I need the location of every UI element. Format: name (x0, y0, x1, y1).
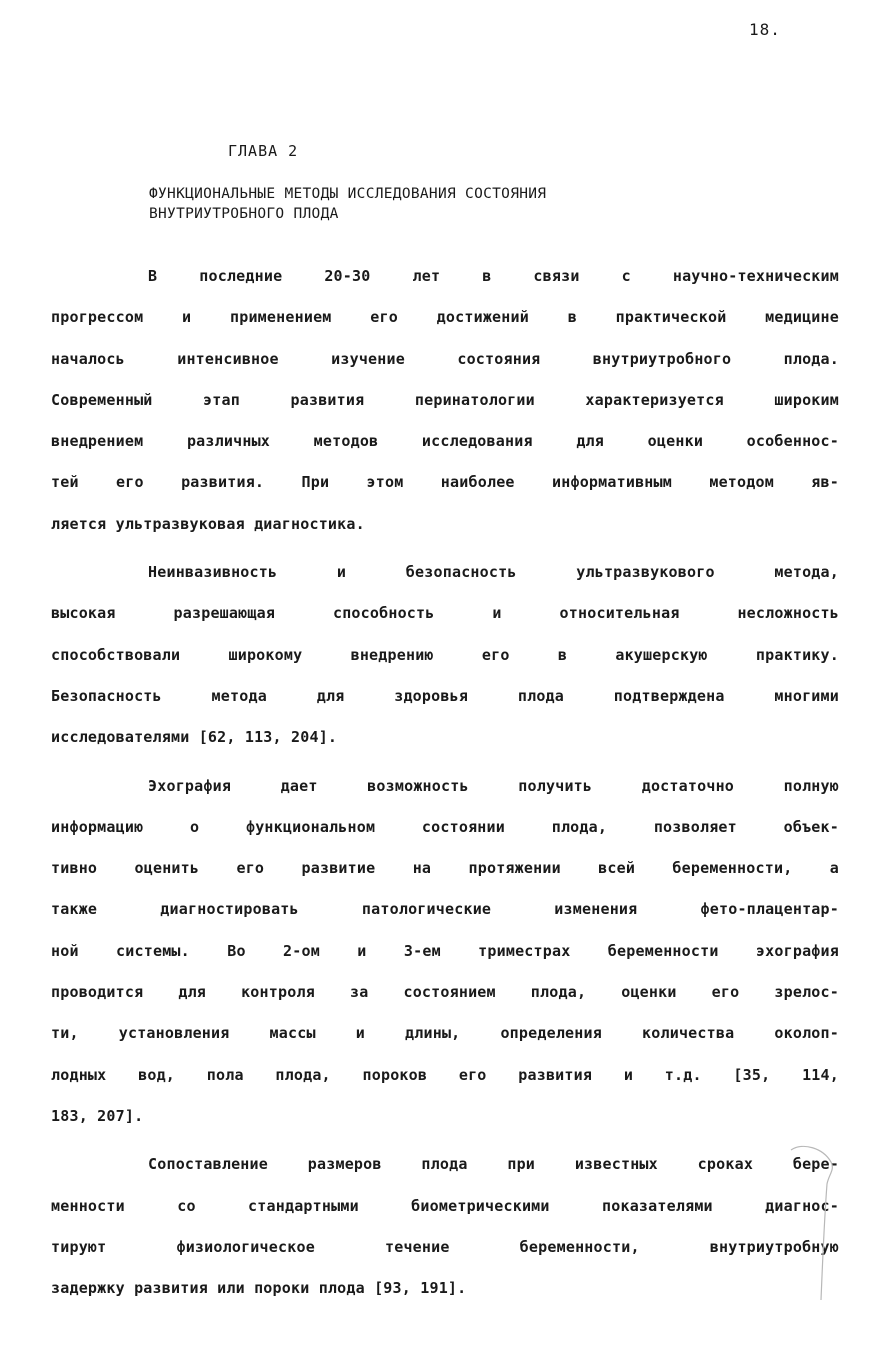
text-line: информацию о функциональном состоянии плода, позволяет объек- (51, 817, 839, 836)
text-line: тей его развития. При этом наиболее информативным методом яв- (51, 473, 839, 492)
text-line: задержку развития или пороки плода [93, 191]. (51, 1279, 467, 1298)
text-line: исследователями [62, 113, 204]. (51, 728, 338, 747)
text-line: В последние 20-30 лет в связи с научно-техническим (148, 267, 839, 285)
chapter-heading-line: ВНУТРИУТРОБНОГО ПЛОДА (149, 206, 339, 222)
text-line: ной системы. Во 2-ом и 3-ем триместрах беременности эхография (51, 941, 839, 960)
paragraph (51, 1150, 839, 1315)
text-line: высокая разрешающая способность и относительная несложность (51, 604, 839, 623)
text-line: лодных вод, пола плода, пороков его развития и т.д. [35, 114, (51, 1065, 839, 1084)
paragraph (51, 772, 839, 1144)
text-line: ляется ультразвуковая диагностика. (51, 514, 365, 533)
chapter-title: ГЛАВА 2 (228, 142, 299, 160)
chapter-heading-line: ФУНКЦИОНАЛЬНЫЕ МЕТОДЫ ИССЛЕДОВАНИЯ СОСТОЯНИЯ (149, 186, 547, 202)
text-line: ти, установления массы и длины, определения количества околоп- (51, 1024, 839, 1043)
text-line: Современный этап развития перинатологии характеризуется широким (51, 390, 839, 409)
text-line: Безопасность метода для здоровья плода подтверждена многими (51, 686, 839, 705)
text-line: также диагностировать патологические изменения фето-плацентар- (51, 900, 839, 919)
text-line: прогрессом и применением его достижений в практической медицине (51, 308, 839, 327)
page-number: 18. (749, 20, 781, 39)
text-line: способствовали широкому внедрению его в акушерскую практику. (51, 645, 839, 664)
text-line: Неинвазивность и безопасность ультразвукового метода, (148, 563, 839, 582)
text-line: проводится для контроля за состоянием плода, оценки его зрелос- (51, 983, 839, 1002)
paragraph (51, 262, 839, 551)
text-line: тивно оценить его развитие на протяжении всей беременности, а (51, 859, 839, 878)
text-line: началось интенсивное изучение состояния внутриутробного плода. (51, 349, 839, 368)
body-text (51, 262, 839, 1322)
text-line: 183, 207]. (51, 1106, 144, 1125)
text-line: менности со стандартными биометрическими показателями диагнос- (51, 1196, 839, 1215)
text-line: внедрением различных методов исследования для оценки особеннос- (51, 432, 839, 451)
text-line: Сопоставление размеров плода при известных сроках бере- (148, 1155, 839, 1174)
text-line: тируют физиологическое течение беременности, внутриутробную (51, 1237, 839, 1256)
pencil-mark-icon (783, 1140, 843, 1310)
chapter-heading (149, 184, 749, 224)
paragraph (51, 558, 839, 764)
text-line: Эхография дает возможность получить достаточно полную (148, 776, 839, 795)
